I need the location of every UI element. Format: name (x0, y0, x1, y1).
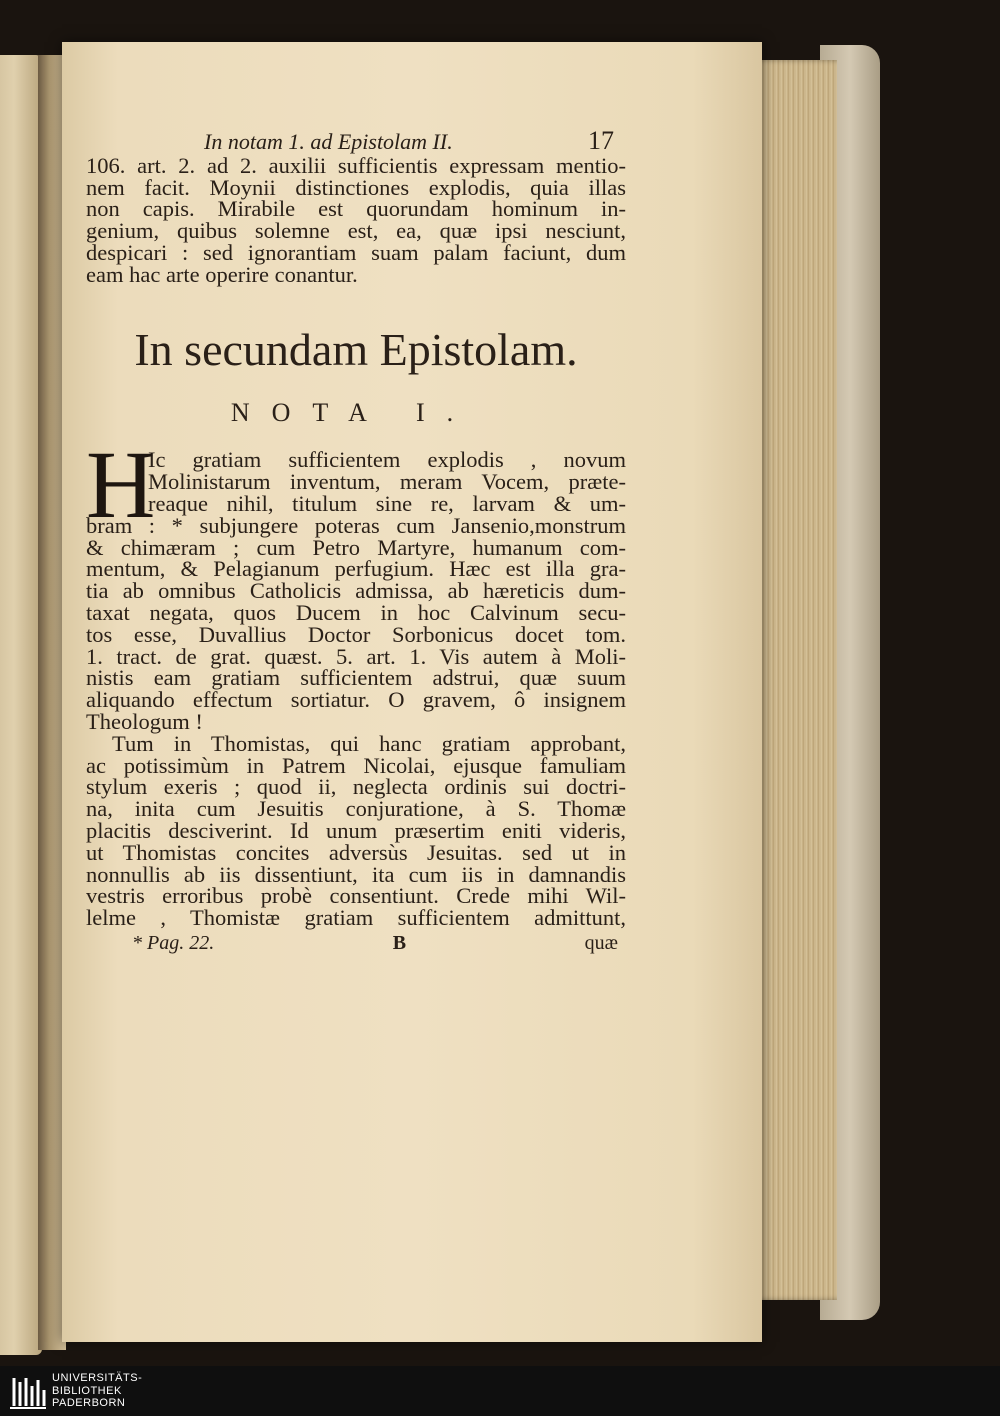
top-paragraph (86, 152, 626, 287)
text-line: nonnullis ab iis dissentiunt, ita cum iis in damnandis (86, 861, 626, 887)
footnote: * Pag. 22. (132, 931, 215, 954)
logo-line: BIBLIOTHEK (52, 1384, 122, 1397)
text-line: placitis desciverint. Id unum præsertim eniti videris, (86, 817, 626, 843)
logo-line: PADERBORN (52, 1397, 126, 1409)
library-logo-text (52, 1372, 142, 1410)
page-fore-edge (755, 60, 837, 1300)
logo-line: UNIVERSITÄTS- (52, 1372, 143, 1384)
running-head-title: In notam 1. ad Epistolam II. (204, 129, 453, 154)
left-page-edge (0, 55, 42, 1355)
text-line: taxat negata, quos Ducem in hoc Calvinum secu- (86, 599, 626, 625)
text-line: tos esse, Duvallius Doctor Sorbonicus docet tom. (86, 621, 626, 647)
paragraph-2 (86, 730, 626, 931)
text-line: stylum exeris ; quod ii, neglecta ordinis sui doctri- (86, 774, 626, 800)
text-line: nistis eam gratiam sufficientem adstrui, quæ suum (86, 665, 626, 691)
text-line: aliquando effectum sortiatur. O gravem, ô insignem (86, 687, 626, 713)
section-title: In secundam Epistolam. (134, 323, 578, 375)
paragraph-1 (86, 431, 626, 734)
text-line: non capis. Mirabile est quorundam hominum in- (86, 196, 626, 222)
page-number: 17 (588, 126, 614, 155)
signature-mark: B (392, 931, 407, 954)
text-line: 1. tract. de grat. quæst. 5. art. 1. Vis autem à Moli- (86, 643, 626, 669)
text-line: vestris erroribus probè consentiunt. Crede mihi Wil- (86, 883, 626, 909)
text-line: despicari : sed ignorantiam suam palam faciunt, dum (86, 239, 626, 265)
drop-initial: H (86, 431, 156, 539)
catchword: quæ (584, 931, 618, 954)
text-line: reaque nihil, titulum sine re, larvam & um- (148, 490, 626, 516)
page-text (86, 126, 626, 955)
text-line: eam hac arte operire conantur. (86, 261, 358, 287)
running-head (86, 126, 626, 155)
library-logo-icon (8, 1372, 48, 1412)
text-line: lelme , Thomistæ gratiam sufficientem admittunt, (86, 905, 626, 931)
text-line: genium, quibus solemne est, ea, quæ ipsi nesciunt, (86, 218, 626, 244)
text-line: nem facit. Moynii distinctiones explodis, quia illas (86, 174, 626, 200)
text-line: & chimæram ; cum Petro Martyre, humanum com- (86, 534, 626, 560)
text-line: Tum in Thomistas, qui hanc gratiam approbant, (112, 730, 626, 756)
text-line: Molinistarum inventum, meram Vocem, præte- (148, 469, 626, 495)
page-footer (86, 933, 626, 955)
nota-heading: NOTA I. (230, 397, 476, 427)
text-line: mentum, & Pelagianum perfugium. Hæc est illa gra- (86, 556, 626, 582)
text-line: tia ab omnibus Catholicis admissa, ab hæreticis dum- (86, 578, 626, 604)
text-line: ac potissimùm in Patrem Nicolai, ejusque famuliam (86, 752, 626, 778)
text-line: bram : * subjungere poteras cum Jansenio,monstrum (86, 512, 626, 538)
text-line: na, inita cum Jesuitis conjuratione, à S. Thomæ (86, 796, 626, 822)
text-line: ut Thomistas concites adversùs Jesuitas. sed ut in (86, 839, 626, 865)
text-line: 106. art. 2. ad 2. auxilii sufficientis expressam mentio- (86, 152, 626, 178)
text-line: Theologum ! (86, 708, 203, 734)
text-line: Ic gratiam sufficientem explodis , novum (148, 447, 626, 473)
library-logo-bar (0, 1366, 1000, 1416)
